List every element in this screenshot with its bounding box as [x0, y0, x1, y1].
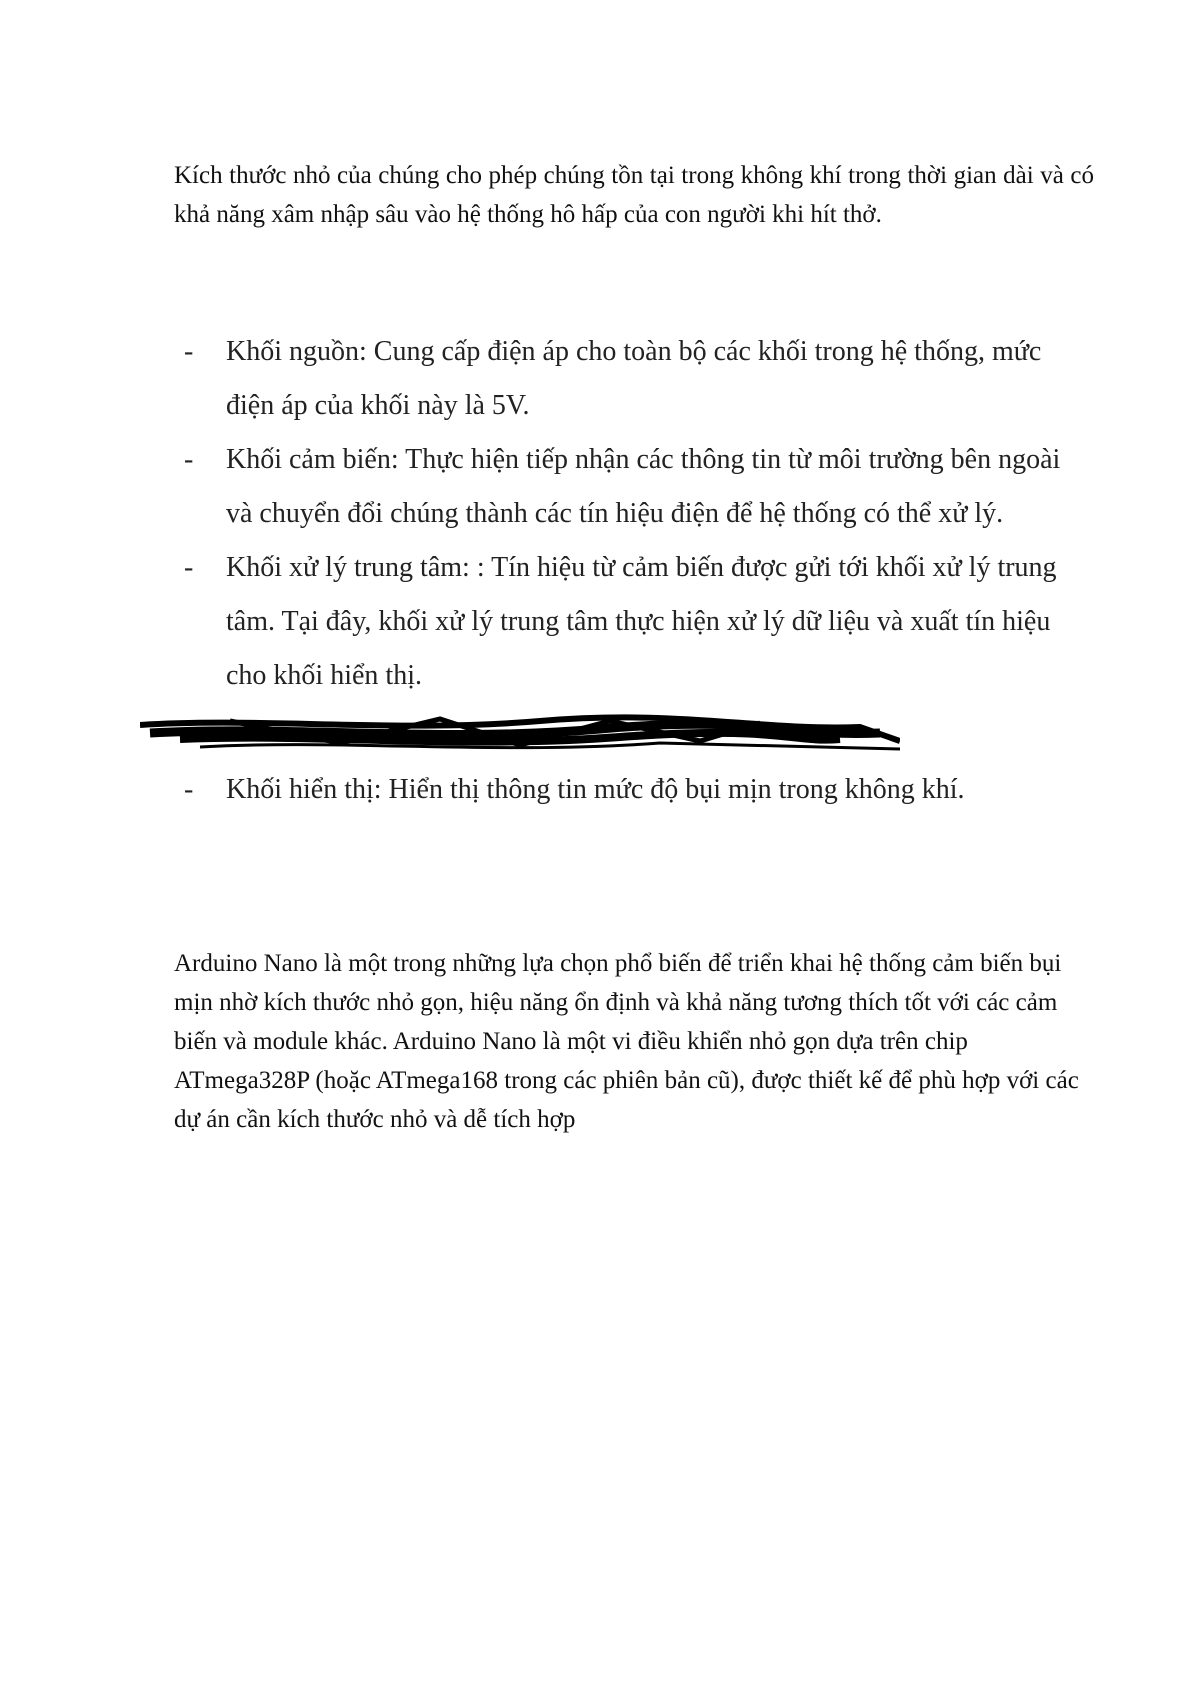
bullet-text: Cung cấp điện áp cho toàn bộ các khối trong hệ thống, mức điện áp của khối này là 5V. — [226, 336, 1042, 421]
bullet-title: Khối nguồn: — [226, 336, 367, 367]
bullet-dash: - — [184, 774, 194, 805]
bullet-text: : Tín hiệu từ cảm biến được gửi tới khối xử lý trung tâm. Tại đây, khối xử lý trung tâm thực hiện xử lý dữ liệu và xuất tín hiệu cho khối hiển thị. — [226, 552, 1057, 691]
list-item-cpu — [180, 541, 1080, 703]
redacted-line — [180, 703, 1080, 763]
arduino-paragraph: Arduino Nano là một trong những lựa chọn phổ biến để triển khai hệ thống cảm biến bụi mịn nhờ kích thước nhỏ gọn, hiệu năng ổn định và khả năng tương thích tốt với các cảm biến và module khác. Arduino Nano là một vi điều khiển nhỏ gọn dựa trên chip ATmega328P (hoặc ATmega168 trong các phiên bản cũ), được thiết kế để phù hợp với các dự án cần kích thước nhỏ và dễ tích hợp — [174, 950, 1079, 1133]
scribble-redaction — [140, 703, 900, 763]
bullet-title: Khối xử lý trung tâm: — [226, 552, 470, 583]
bullet-text: Hiển thị thông tin mức độ bụi mịn trong không khí. — [381, 774, 965, 805]
bullet-dash: - — [184, 552, 194, 583]
bullet-title: Khối cảm biến: — [226, 444, 399, 475]
bullet-dash: - — [184, 444, 194, 475]
intro-paragraph: Kích thước nhỏ của chúng cho phép chúng tồn tại trong không khí trong thời gian dài và có khả năng xâm nhập sâu vào hệ thống hô hấp của con người khi hít thở. — [174, 162, 1094, 228]
bullet-dash: - — [184, 336, 194, 367]
bullet-text: Thực hiện tiếp nhận các thông tin từ môi trường bên ngoài và chuyển đổi chúng thành các tín hiệu điện để hệ thống có thể xử lý. — [226, 444, 1061, 529]
list-item-sensor — [180, 433, 1080, 541]
block-list — [180, 325, 1080, 817]
list-item-display — [180, 763, 1080, 817]
bullet-title: Khối hiển thị: — [226, 774, 382, 805]
list-item-power — [180, 325, 1080, 433]
